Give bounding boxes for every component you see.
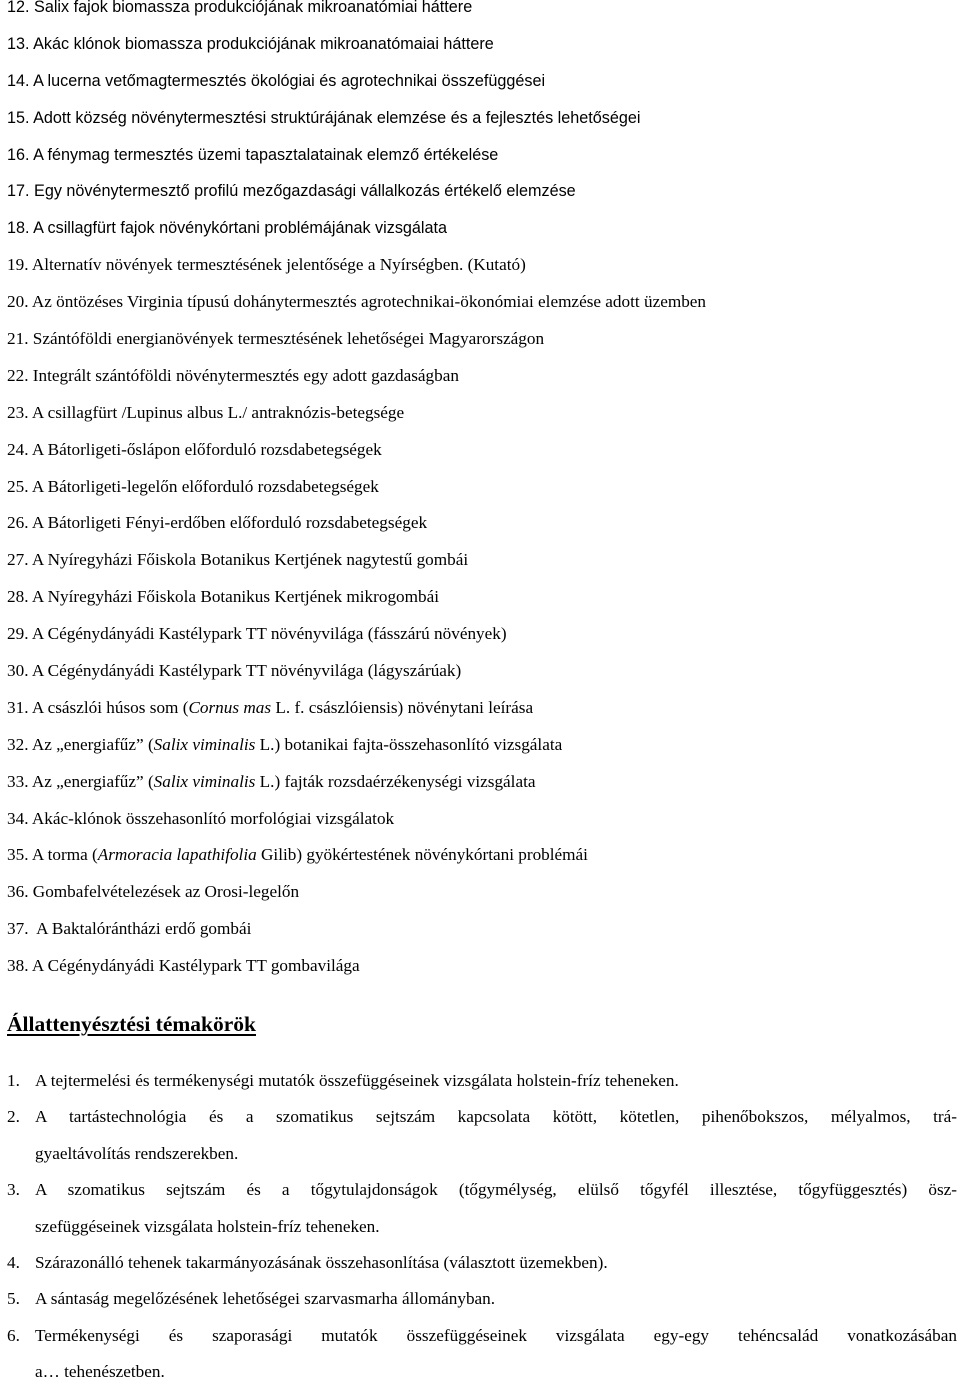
item-text: A lucerna vetőmagtermesztés ökológiai és agrotechnikai összefüggései — [33, 71, 546, 90]
item-number: 18. — [7, 219, 30, 238]
item-number: 4. — [7, 1253, 20, 1273]
list-item — [7, 911, 947, 948]
item-number: 22. — [7, 365, 29, 385]
item-text-block — [35, 1099, 957, 1172]
list-item — [7, 469, 947, 506]
item-text: A csillagfürt fajok növénykórtani problémájának vizsgálata — [33, 219, 448, 238]
item-text: A fénymag termesztés üzemi tapasztalatainak elemző értékelése — [33, 145, 499, 164]
item-text: A Nyíregyházi Főiskola Botanikus Kertjének nagytestű gombái — [31, 550, 469, 570]
item-text: A Bátorligeti Fényi-erdőben előforduló rozsdabetegségek — [31, 513, 428, 533]
list-item — [7, 1281, 957, 1317]
item-species-name: Armoracia lapathifolia — [97, 845, 257, 865]
item-text-block — [35, 1063, 957, 1099]
list-item — [7, 1245, 957, 1281]
item-text: A Nyíregyházi Főiskola Botanikus Kertjének mikrogombái — [31, 587, 440, 607]
item-text-line: A tartástechnológia és a szomatikus sejtszám kapcsolata kötött, kötetlen, pihenőbokszos, mélyalmos, trá- — [35, 1107, 957, 1127]
item-text-line: A tejtermelési és termékenységi mutatók összefüggéseinek vizsgálata holstein-fríz teheneken. — [35, 1071, 679, 1090]
item-text-line: Termékenységi és szaporasági mutatók összefüggéseinek vizsgálata egy-egy tehéncsalád vonatkozásában — [35, 1325, 957, 1345]
item-text: A császlói húsos som ( — [31, 697, 189, 717]
list-item — [7, 395, 947, 432]
list-item — [7, 801, 947, 838]
item-text: Akác-klónok összehasonlító morfológiai vizsgálatok — [31, 808, 395, 828]
list-item — [7, 837, 947, 874]
list-item — [7, 874, 947, 911]
item-number: 1. — [7, 1071, 20, 1090]
item-text: A csillagfürt /Lupinus albus L./ antraknózis-betegsége — [31, 402, 405, 422]
item-number: 12. — [7, 0, 30, 16]
item-text: A Bátorligeti-őslápon előforduló rozsdabetegségek — [31, 439, 382, 459]
list-item — [7, 173, 947, 210]
item-text-line: gyaeltávolítás rendszerekben. — [35, 1143, 239, 1163]
list-item — [7, 63, 947, 100]
list-item — [7, 432, 947, 469]
list-item — [7, 247, 947, 284]
list-item — [7, 284, 947, 321]
list-item — [7, 542, 947, 579]
item-text: Szántóföldi energianövények termesztésének lehetőségei Magyarországon — [32, 329, 545, 349]
item-number: 29. — [7, 624, 29, 644]
item-number: 27. — [7, 550, 29, 570]
item-number: 17. — [7, 182, 30, 201]
item-text-line: A sántaság megelőzésének lehetőségei szarvasmarha állományban. — [35, 1289, 496, 1309]
item-number: 6. — [7, 1325, 20, 1345]
list-item — [7, 358, 947, 395]
list-item — [7, 690, 947, 727]
item-species-name: Salix viminalis — [153, 734, 256, 754]
item-text: A Bátorligeti-legelőn előforduló rozsdabetegségek — [31, 476, 379, 496]
item-number: 3. — [7, 1180, 20, 1200]
item-number: 28. — [7, 587, 29, 607]
item-text-line: Szárazonálló tehenek takarmányozásának összehasonlítása (választott üzemekben). — [35, 1253, 608, 1273]
item-text: Gilib) gyökértestének növénykórtani problémái — [256, 845, 588, 865]
list-item — [7, 1172, 957, 1245]
item-number: 35. — [7, 845, 29, 865]
list-item — [7, 764, 947, 801]
item-number: 2. — [7, 1107, 20, 1127]
list-item — [7, 579, 947, 616]
item-number: 31. — [7, 697, 29, 717]
list-item — [7, 137, 947, 174]
item-number: 26. — [7, 513, 29, 533]
item-number: 5. — [7, 1289, 20, 1309]
item-text: Gombafelvételezések az Orosi-legelőn — [32, 882, 300, 902]
item-text: A torma ( — [31, 845, 98, 865]
item-text: Az „energiafűz” ( — [31, 734, 154, 754]
animal-topics-list — [7, 1063, 957, 1391]
list-item — [7, 616, 947, 653]
item-text: A Baktalórántházi erdő gombái — [32, 919, 252, 939]
item-text-block — [35, 1318, 957, 1391]
item-text-block — [35, 1172, 957, 1245]
item-text: Salix fajok biomassza produkciójának mikroanatómiai háttere — [34, 0, 473, 16]
list-item — [7, 100, 947, 137]
list-item — [7, 1099, 957, 1172]
item-species-name: Salix viminalis — [153, 771, 256, 791]
item-number: 30. — [7, 661, 29, 681]
list-item — [7, 653, 947, 690]
list-item — [7, 1318, 957, 1391]
list-item — [7, 26, 947, 63]
item-number: 36. — [7, 882, 29, 902]
list-item — [7, 321, 947, 358]
item-text: Alternatív növények termesztésének jelentősége a Nyírségben. (Kutató) — [31, 255, 526, 275]
item-text: Az „energiafűz” ( — [31, 771, 154, 791]
item-number: 16. — [7, 145, 30, 164]
list-item — [7, 1063, 957, 1099]
item-text: Integrált szántóföldi növénytermesztés egy adott gazdaságban — [32, 365, 459, 385]
item-number: 21. — [7, 329, 29, 349]
item-text-line: a… tehenészetben. — [35, 1362, 165, 1382]
item-species-name: Cornus mas — [188, 697, 272, 717]
item-number: 25. — [7, 476, 29, 496]
item-text: L. f. császlóiensis) növénytani leírása — [271, 697, 534, 717]
item-text-line: A szomatikus sejtszám és a tőgytulajdonságok (tőgymélység, elülső tőgyfél illesztése, tőgyfüggesztés) ösz- — [35, 1180, 957, 1200]
item-number: 15. — [7, 108, 30, 127]
item-text: Adott község növénytermesztési struktúrájának elemzése és a fejlesztés lehetőségei — [33, 108, 641, 127]
list-item — [7, 505, 947, 542]
item-text-block — [35, 1245, 957, 1281]
list-item — [7, 727, 947, 764]
item-text: Egy növénytermesztő profilú mezőgazdasági vállalkozás értékelő elemzése — [34, 182, 576, 201]
list-item — [7, 0, 947, 26]
item-text: Akác klónok biomassza produkciójának mikroanatómaiai háttere — [33, 34, 494, 53]
list-item — [7, 948, 947, 985]
item-number: 24. — [7, 439, 29, 459]
item-text: L.) fajták rozsdaérzékenységi vizsgálata — [255, 771, 536, 791]
item-text: A Cégénydányádi Kastélypark TT növényvilága (fásszárú növények) — [31, 624, 507, 644]
item-text: Az öntözéses Virginia típusú dohánytermesztés agrotechnikai-ökonómiai elemzése adott üzemben — [31, 292, 707, 312]
item-number: 37. — [7, 919, 29, 939]
item-number: 34. — [7, 808, 29, 828]
item-text: L.) botanikai fajta-összehasonlító vizsgálata — [255, 734, 563, 754]
item-number: 33. — [7, 771, 29, 791]
item-text-line: szefüggéseinek vizsgálata holstein-fríz teheneken. — [35, 1216, 380, 1236]
item-number: 20. — [7, 292, 29, 312]
item-text: A Cégénydányádi Kastélypark TT gombavilága — [31, 956, 360, 976]
section-heading: Állattenyésztési témakörök — [7, 1012, 256, 1036]
plant-topics-list — [7, 0, 947, 985]
item-number: 13. — [7, 34, 30, 53]
item-text-block — [35, 1281, 957, 1317]
list-item — [7, 210, 947, 247]
item-number: 19. — [7, 255, 29, 275]
item-number: 23. — [7, 402, 29, 422]
item-text: A Cégénydányádi Kastélypark TT növényvilága (lágyszárúak) — [31, 661, 462, 681]
item-number: 14. — [7, 71, 30, 90]
item-number: 32. — [7, 734, 29, 754]
item-number: 38. — [7, 956, 29, 976]
